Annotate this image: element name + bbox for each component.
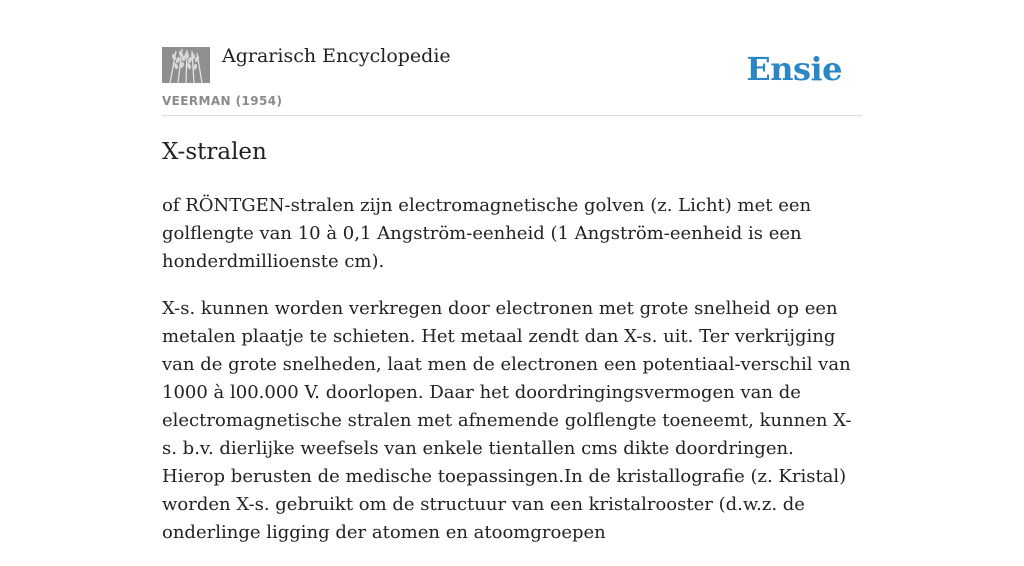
article-paragraph: X-s. kunnen worden verkregen door electronen met grote snelheid op een metalen plaatje te schieten. Het metaal zendt dan X-s. uit. Ter verkrijging van de grote snelheden, laat men de electronen een potentiaal-verschil van 1000 à l00.000 V. doorlopen. Daar het doordringingsvermogen van de electromagnetische stralen met afnemende golflengte toeneemt, kunnen X-s. b.v. dierlijke weefsels van enkele tientallen cms dikte doordringen. Hierop berusten de medische toepassingen.In de kristallografie (z. Kristal) worden X-s. gebruikt om de structuur van een kristalrooster (d.w.z. de onderlinge ligging der atomen en atoomgroepen [162, 298, 852, 543]
header [162, 0, 862, 116]
brand-logo[interactable]: Ensie [746, 50, 842, 88]
wheat-ears-image-icon[interactable] [162, 47, 210, 83]
article-paragraph: of RÖNTGEN-stralen zijn electromagnetische golven (z. Licht) met een golflengte van 10 à 0,1 Angström-eenheid (1 Angström-eenheid is een honderdmillioenste cm). [162, 195, 812, 272]
content-column [162, 0, 862, 543]
wheat-ears-graphic [162, 47, 210, 83]
source-label: VEERMAN (1954) [162, 94, 283, 108]
article-body [162, 192, 862, 566]
book-title[interactable]: Agrarisch Encyclopedie [222, 45, 451, 67]
article-title: X-stralen [162, 139, 267, 165]
